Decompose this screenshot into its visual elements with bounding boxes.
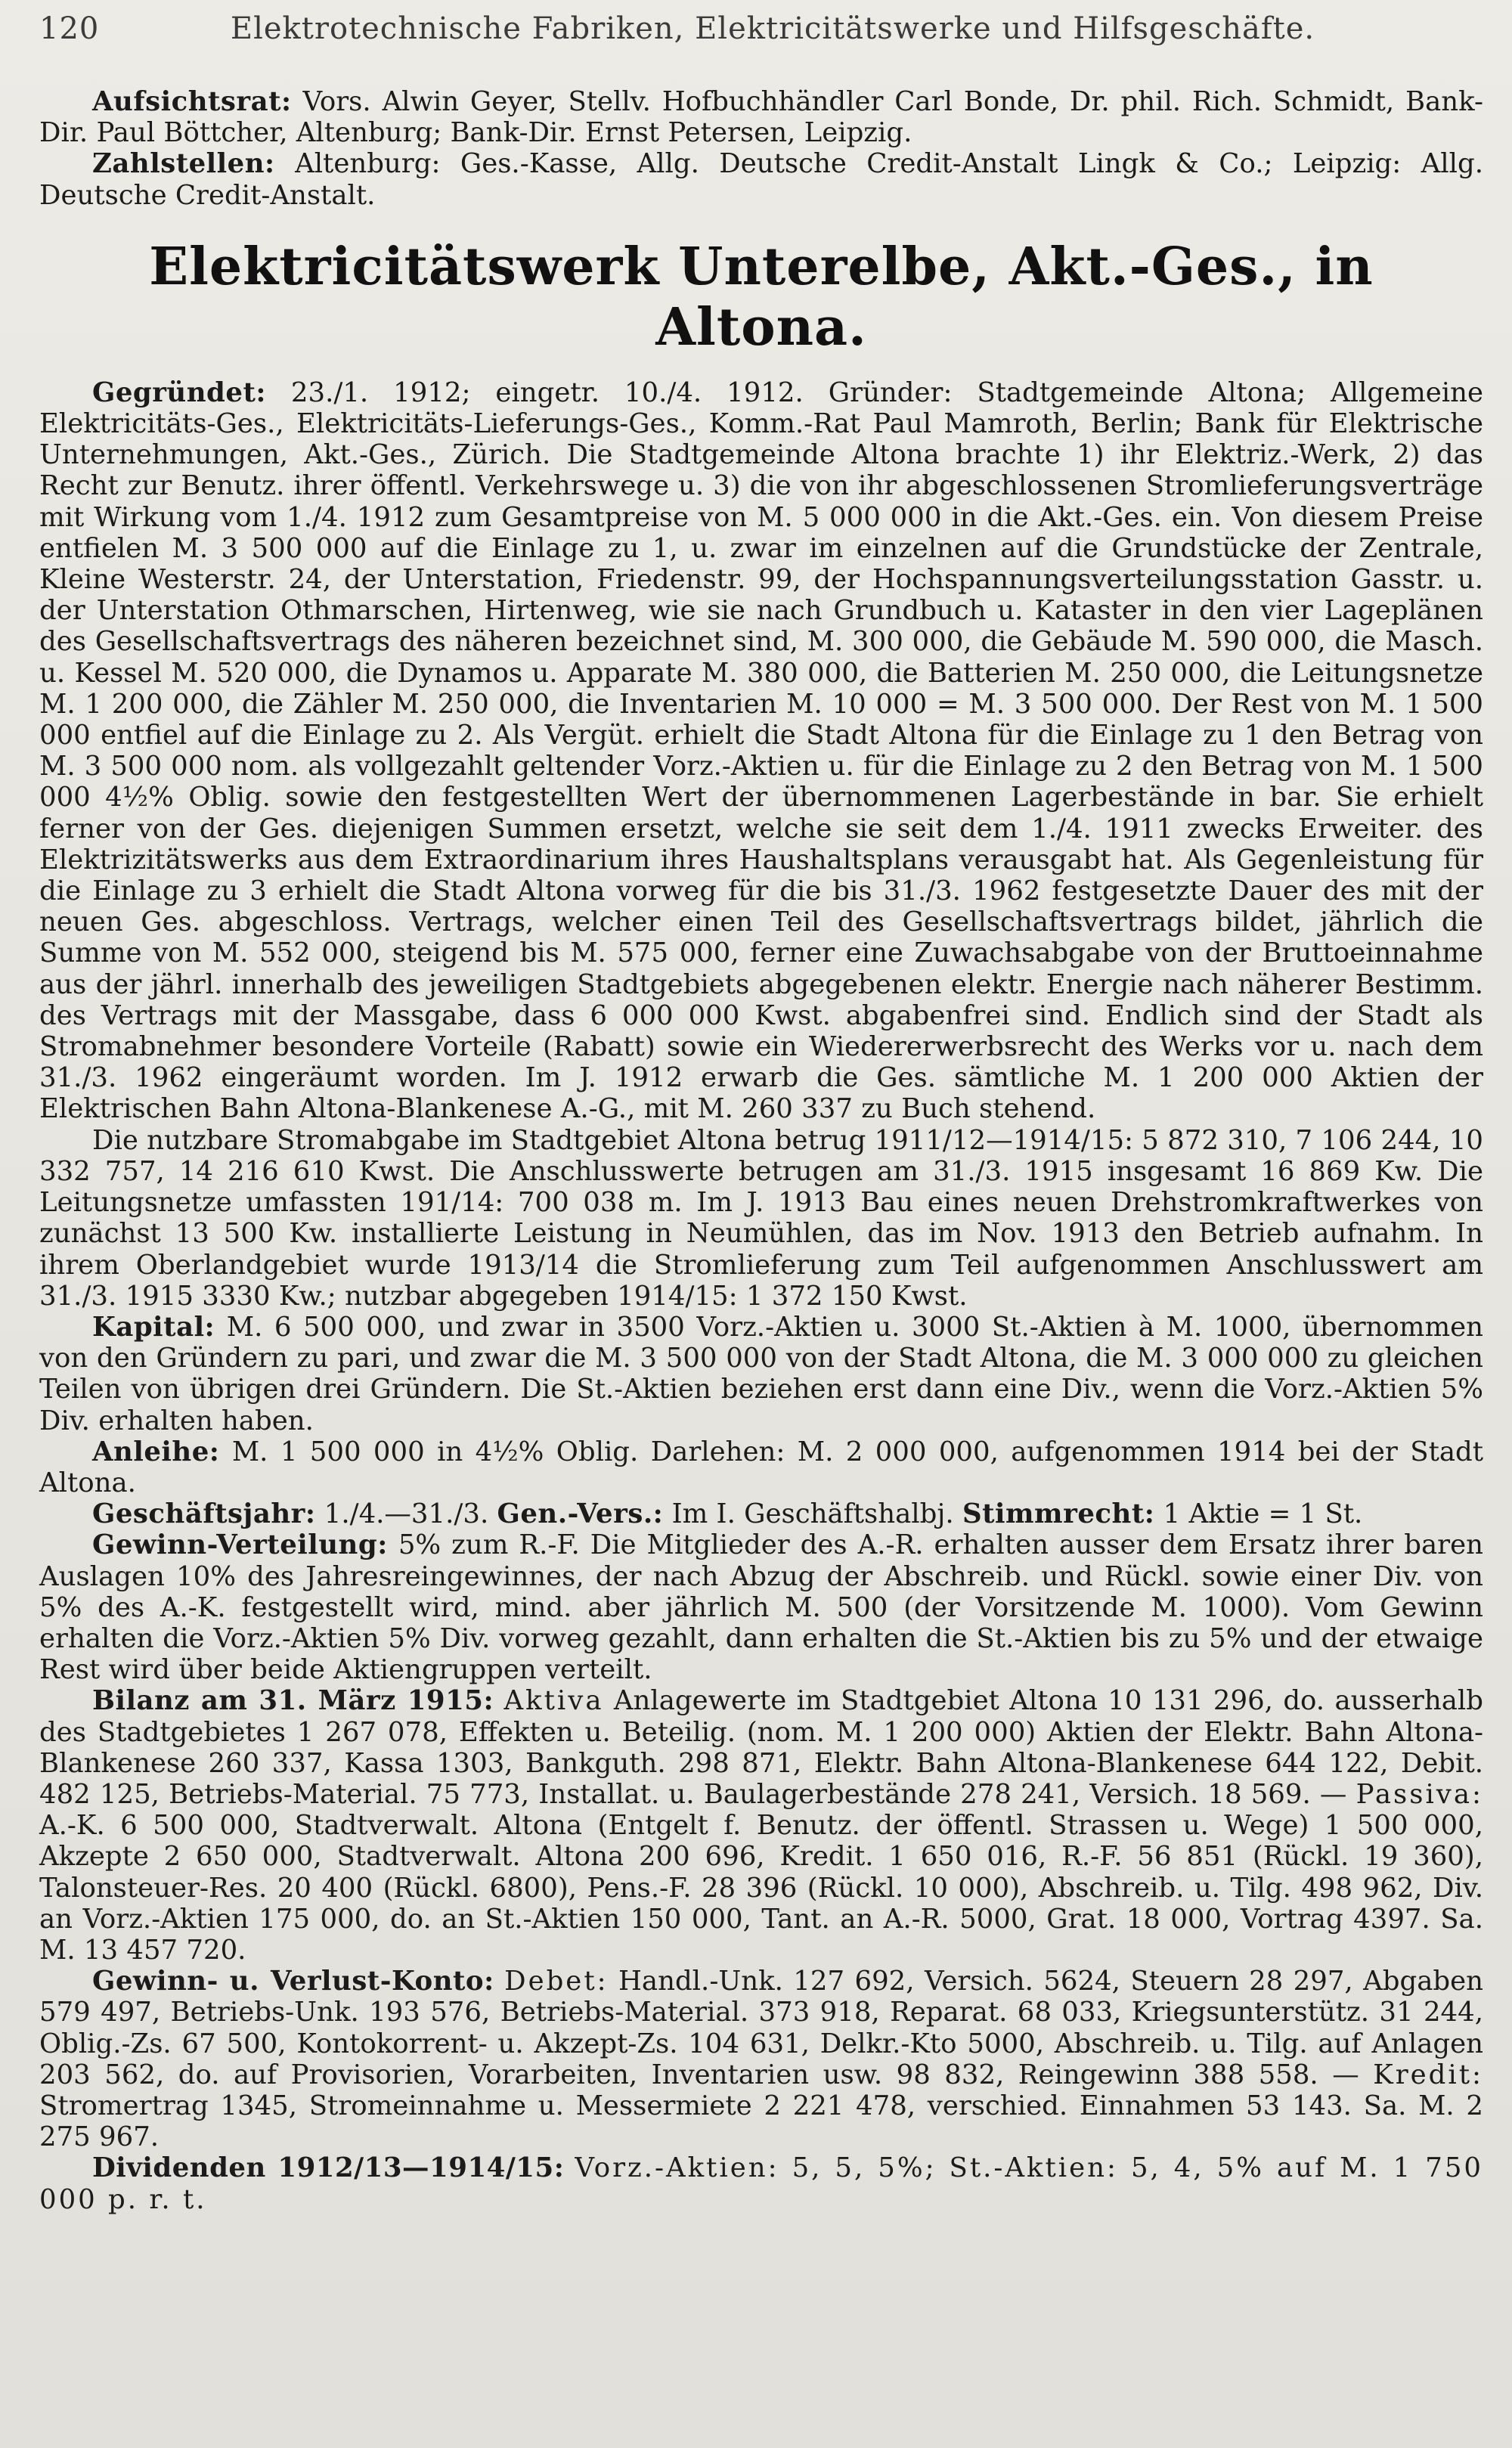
bilanz-passiva-label: Passiva: <box>1356 1778 1483 1810</box>
guv-kredit-label: Kredit: <box>1373 2059 1483 2090</box>
gegruendet-text: 23./1. 1912; eingetr. 10./4. 1912. Gründer: Stadtgemeinde Altona; Allgemeine Elektricitäts-Ges., Elektricitäts-Lieferungs-Ges., Komm.-Rat Paul Mamroth, Berlin; Bank für Elektrische Unternehmungen, Akt.-Ges., Zürich. Die Stadtgemeinde Altona brachte 1) ihr Elektriz.-Werk, 2) das Recht zur Benutz. ihrer öffentl. Verkehrswege u. 3) die von ihr abgeschlossenen Stromlieferungsverträge mit Wirkung vom 1./4. 1912 zum Gesamtpreise von M. 5 000 000 in die Akt.-Ges. ein. Von diesem Preise entfielen M. 3 500 000 auf die Einlage zu 1, u. zwar im einzelnen auf die Grundstücke der Zentrale, Kleine Westerstr. 24, der Unterstation, Friedenstr. 99, der Hochspannungsverteilungsstation Gasstr. u. der Unterstation Othmarschen, Hirtenweg, wie sie nach Grundbuch u. Kataster in den vier Lageplänen des Gesellschaftsvertrags des näheren bezeichnet sind, M. 300 000, die Gebäude M. 590 000, die Masch. u. Kessel M. 520 000, die Dynamos u. Apparate M. 380 000, die Batterien M. 250 000, die Leitungsnetze M. 1 200 000, die Zähler M. 250 000, die Inventarien M. 10 000 = M. 3 500 000. Der Rest von M. 1 500 000 entfiel auf die Einlage zu 2. Als Vergüt. erhielt die Stadt Altona für die Einlage zu 1 den Betrag von M. 3 500 000 nom. als vollgezahlt geltender Vorz.-Aktien u. für die Einlage zu 2 den Betrag von M. 1 500 000 4½% Oblig. sowie den festgestellten Wert der übernommenen Lagerbestände in bar. Sie erhielt ferner von der Ges. diejenigen Summen ersetzt, welche sie seit dem 1./4. 1911 zwecks Erweiter. des Elektrizitätswerks aus dem Extraordinarium ihres Haushaltsplans verausgabt hat. Als Gegenleistung für die Einlage zu 3 erhielt die Stadt Altona vorweg für die bis 31./3. 1962 festgesetzte Dauer des mit der neuen Ges. abgeschloss. Vertrags, welcher einen Teil des Gesellschaftsvertrags bildet, jährlich die Summe von M. 552 000, steigend bis M. 575 000, ferner eine Zuwachsabgabe von der Bruttoeinnahme aus der jährl. innerhalb des jeweiligen Stadtgebiets abgegebenen elektr. Energie nach näherer Bestimm. des Vertrags mit der Massgabe, dass 6 000 000 Kwst. abgabenfrei sind. Endlich sind der Stadt als Stromabnehmer besondere Vorteile (Rabatt) sowie ein Wiedererwerbsrecht des Werks vor u. nach dem 31./3. 1962 eingeräumt worden. Im J. 1912 erwarb die Ges. sämtliche M. 1 200 000 Aktien der Elektrischen Bahn Altona-Blankenese A.-G., mit M. 260 337 zu Buch stehend. <box>39 376 1483 1125</box>
stimmrecht-text: 1 Aktie = 1 St. <box>1163 1498 1363 1530</box>
guv-label: Gewinn- u. Verlust-Konto: <box>92 1966 494 1997</box>
aufsichtsrat-text: Vors. Alwin Geyer, Stellv. Hofbuchhändler Carl Bonde, Dr. phil. Rich. Schmidt, Bank-Dir. Paul Böttcher, Altenburg; Bank-Dir. Ernst Petersen, Leipzig. <box>39 86 1483 149</box>
kapital-label: Kapital: <box>92 1311 215 1343</box>
guv-kredit-text: Stromertrag 1345, Stromeinnahme u. Messermiete 2 221 478, verschied. Einnahmen 53 143. Sa. M. 2 275 967. <box>39 2090 1483 2153</box>
genvers-label: Gen.-Vers.: <box>497 1498 664 1530</box>
geschaeftsjahr-label: Geschäftsjahr: <box>92 1498 316 1530</box>
guv-paragraph <box>39 1966 1483 2152</box>
genvers-text: Im I. Geschäftshalbj. <box>671 1498 954 1530</box>
aufsichtsrat-paragraph <box>39 86 1483 148</box>
gegruendet-paragraph <box>39 377 1483 1125</box>
geschaeftsjahr-text: 1./4.—31./3. <box>324 1498 489 1530</box>
kapital-paragraph <box>39 1312 1483 1436</box>
guv-debet-text: Handl.-Unk. 127 692, Versich. 5624, Steuern 28 297, Abgaben 579 497, Betriebs-Unk. 193 576, Betriebs-Material. 373 918, Reparat. 68 033, Kriegsunterstütz. 31 244, Oblig.-Zs. 67 500, Kontokorrent- u. Akzept-Zs. 104 631, Delkr.-Kto 5000, Abschreib. u. Tilg. auf Anlagen 203 562, do. auf Provisorien, Vorarbeiten, Inventarien usw. 98 832, Reingewinn 388 558. — <box>39 1966 1483 2090</box>
zahlstellen-paragraph <box>39 148 1483 210</box>
anleihe-label: Anleihe: <box>92 1436 220 1467</box>
dividenden-label: Dividenden 1912/13—1914/15: <box>92 2152 565 2184</box>
running-header-title: Elektrotechnische Fabriken, Elektricitätswerke und Hilfsgeschäfte. <box>230 11 1315 46</box>
gewinnverteilung-text: 5% zum R.-F. Die Mitglieder des A.-R. erhalten ausser dem Ersatz ihrer baren Auslagen 10% des Jahresreingewinnes, der nach Abzug der Abschreib. und Rückl. sowie einer Div. von 5% des A.-K. festgestellt wird, mind. aber jährlich M. 500 (der Vorsitzende M. 1000). Vom Gewinn erhalten die Vorz.-Aktien 5% Div. vorweg gezahlt, dann erhalten die St.-Aktien bis zu 5% und der etwaige Rest wird über beide Aktiengruppen verteilt. <box>39 1529 1483 1686</box>
dividenden-paragraph <box>39 2152 1483 2214</box>
anleihe-paragraph <box>39 1436 1483 1498</box>
gewinnverteilung-label: Gewinn-Verteilung: <box>92 1529 388 1561</box>
running-header <box>39 11 1483 47</box>
geschaeftsjahr-paragraph <box>39 1498 1483 1529</box>
company-title: Elektricitätswerk Unterelbe, Akt.-Ges., in Altona. <box>149 236 1374 358</box>
page-number: 120 <box>39 11 100 46</box>
bilanz-paragraph <box>39 1685 1483 1966</box>
guv-debet-label: Debet: <box>504 1966 609 1997</box>
anleihe-text: M. 1 500 000 in 4½% Oblig. Darlehen: M. 2 000 000, aufgenommen 1914 bei der Stadt Altona. <box>39 1436 1483 1498</box>
gewinnverteilung-paragraph <box>39 1529 1483 1685</box>
zahlstellen-text: Altenburg: Ges.-Kasse, Allg. Deutsche Credit-Anstalt Lingk & Co.; Leipzig: Allg. Deutsche Credit-Anstalt. <box>39 148 1483 211</box>
company-entry <box>39 377 1483 2215</box>
dividenden-text: Vorz.-Aktien: 5, 5, 5%; St.-Aktien: 5, 4, 5% auf M. 1 750 000 p. r. t. <box>39 2152 1483 2215</box>
gegruendet-label: Gegründet: <box>92 376 266 408</box>
bilanz-label: Bilanz am 31. März 1915: <box>92 1685 494 1717</box>
aufsichtsrat-label: Aufsichtsrat: <box>92 86 292 117</box>
stromabgabe-paragraph: Die nutzbare Stromabgabe im Stadtgebiet Altona betrug 1911/12—1914/15: 5 872 310, 7 106 244, 10 332 757, 14 216 610 Kwst. Die Anschlusswerte betrugen am 31./3. 1915 insgesamt 16 869 Kw. Die Leitungsnetze umfassten 191/14: 700 038 m. Im J. 1913 Bau eines neuen Drehstromkraftwerkes von zunächst 13 500 Kw. installierte Leistung in Neumühlen, das im Nov. 1913 den Betrieb aufnahm. In ihrem Oberlandgebiet wurde 1913/14 die Stromlieferung zum Teil aufgenommen Anschlusswert am 31./3. 1915 3330 Kw.; nutzbar abgegeben 1914/15: 1 372 150 Kwst. <box>39 1124 1483 1312</box>
stimmrecht-label: Stimmrecht: <box>962 1498 1155 1530</box>
bilanz-aktiva-text: Anlagewerte im Stadtgebiet Altona 10 131 296, do. ausserhalb des Stadtgebietes 1 267 078, Effekten u. Beteilig. (nom. M. 1 200 000) Aktien der Elektr. Bahn Altona-Blankenese 260 337, Kassa 1303, Bankguth. 298 871, Elektr. Bahn Altona-Blankenese 644 122, Debit. 482 125, Betriebs-Material. 75 773, Installat. u. Baulagerbestände 278 241, Versich. 18 569. — <box>39 1685 1483 1810</box>
kapital-text: M. 6 500 000, und zwar in 3500 Vorz.-Aktien u. 3000 St.-Aktien à M. 1000, übernommen von den Gründern zu pari, und zwar die M. 3 500 000 von der Stadt Altona, die M. 3 000 000 zu gleichen Teilen von übrigen drei Gründern. Die St.-Aktien beziehen erst dann eine Div., wenn die Vorz.-Aktien 5% Div. erhalten haben. <box>39 1311 1483 1436</box>
bilanz-aktiva-label: Aktiva <box>503 1685 604 1717</box>
zahlstellen-label: Zahlstellen: <box>92 148 275 180</box>
bilanz-passiva-text: A.-K. 6 500 000, Stadtverwalt. Altona (Entgelt f. Benutz. der öffentl. Strassen u. Wege) 1 500 000, Akzepte 2 650 000, Stadtverwalt. Altona 200 696, Kredit. 1 650 016, R.-F. 56 851 (Rückl. 19 360), Talonsteuer-Res. 20 400 (Rückl. 6800), Pens.-F. 28 396 (Rückl. 10 000), Abschreib. u. Tilg. 498 962, Div. an Vorz.-Aktien 175 000, do. an St.-Aktien 150 000, Tant. an A.-R. 5000, Grat. 18 000, Vortrag 4397. Sa. M. 13 457 720. <box>39 1810 1483 1966</box>
previous-company-tail <box>39 86 1483 211</box>
